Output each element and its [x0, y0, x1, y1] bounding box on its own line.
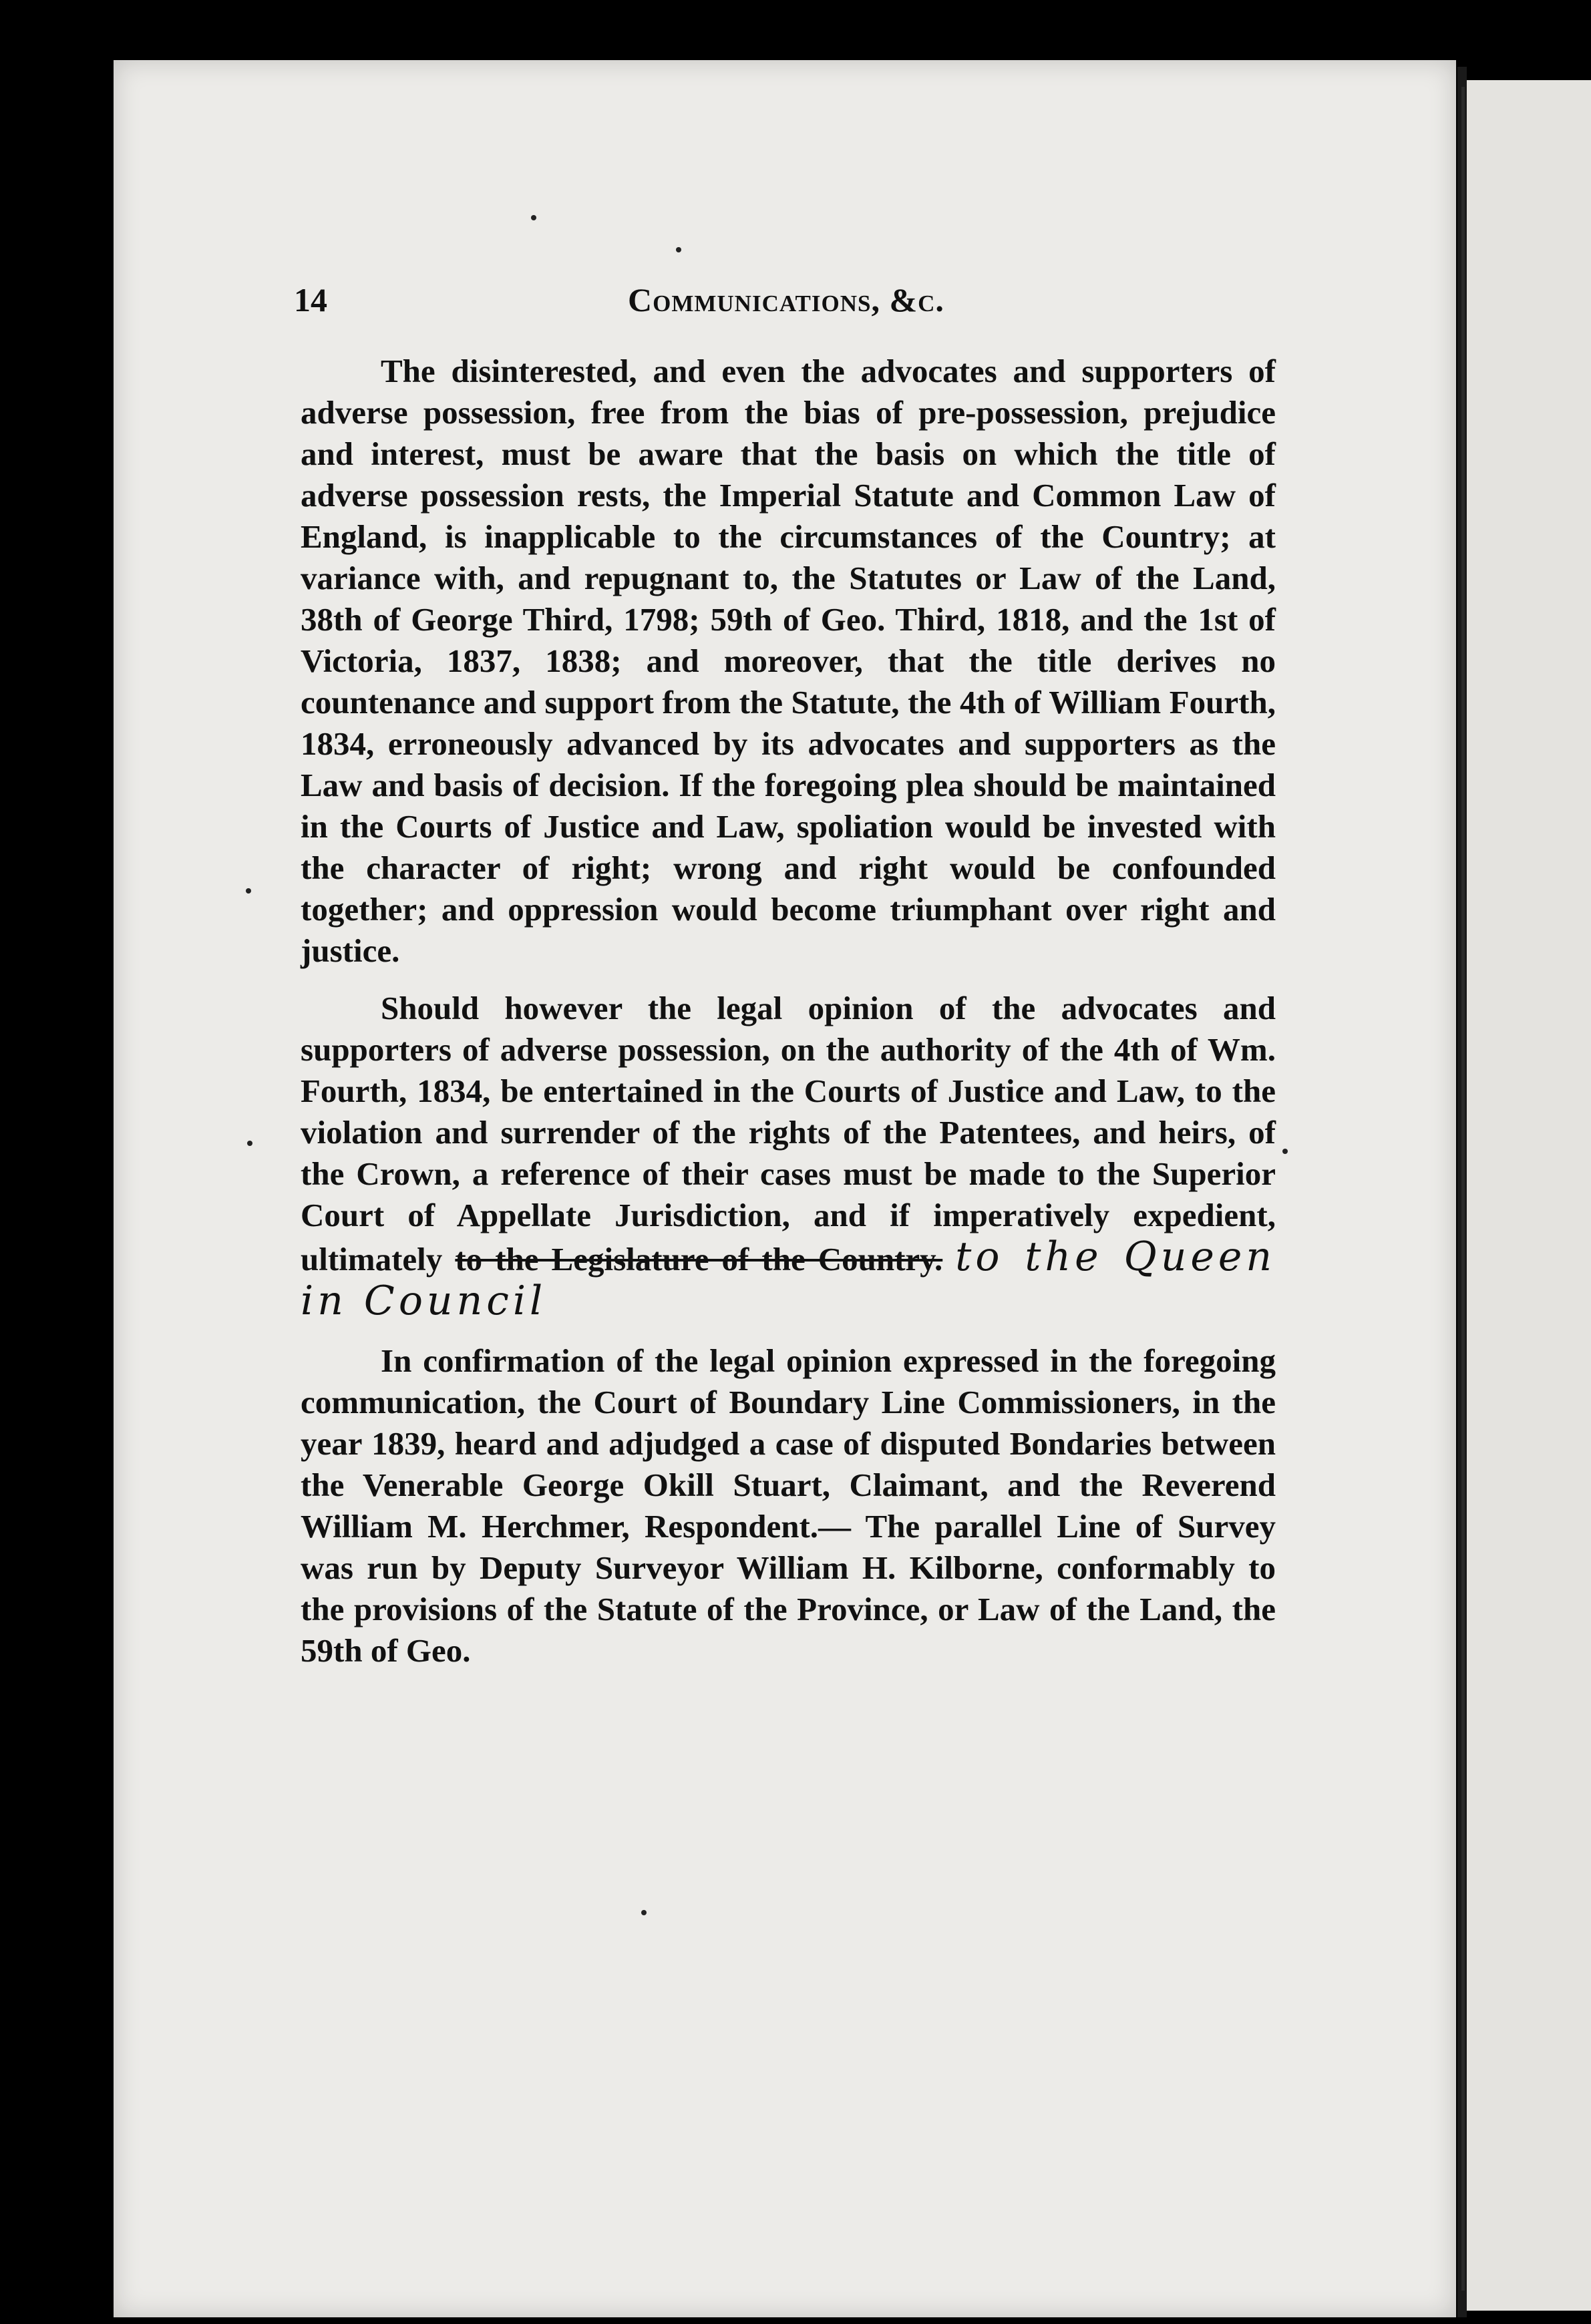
- ink-speck: [676, 247, 681, 252]
- page-number: 14: [294, 281, 327, 319]
- ink-speck: [1282, 1149, 1288, 1154]
- page-edge-rule: [1461, 87, 1465, 2291]
- paragraph-2-text: Should however the legal opinion of the advocates and supporters of adverse possession, on the authority of the 4th of Wm. Fourth, 1834, be entertained in the Courts of Justice and Law, to the violation and surrender of the rights of the Patentees, and heirs, of the Crown, a reference of their cases must be made to the Superior Court of Appellate Jurisdiction, and if imperatively expedient, ultimately: [301, 990, 1276, 1278]
- ink-speck: [247, 1141, 252, 1146]
- paragraph-1: The disinterested, and even the advocates and supporters of adverse possession, free from the bias of pre-possession, prejudice and interest, must be aware that the basis on which the title of adverse possession rests, the Imperial Statute and Common Law of England, is inapplicable to the circumstances of the Country; at variance with, and repugnant to, the Statutes or Law of the Land, 38th of George Third, 1798; 59th of Geo. Third, 1818, and the 1st of Victoria, 1837, 1838; and moreover, that the title derives no countenance and support from the Statute, the 4th of William Fourth, 1834, erroneously advanced by its advocates and supporters as the Law and basis of decision. If the foregoing plea should be maintained in the Courts of Justice and Law, spoliation would be invested with the character of right; wrong and right would be confounded together; and oppression would become triumphant over right and justice.: [301, 353, 1276, 969]
- facing-page-edge: [1463, 80, 1591, 2311]
- running-head: Communications, &c.: [628, 281, 944, 319]
- handwritten-annotation: to the Queen in Council: [301, 1233, 1276, 1324]
- struck-through-text: to the Legislature of the Country.: [455, 1241, 943, 1278]
- page-header: [294, 280, 1282, 341]
- paragraph-2: [301, 988, 1276, 1324]
- paragraph-3: In confirmation of the legal opinion expressed in the foregoing communication, the Court of Boundary Line Commissioners, in the year 1839, heard and adjudged a case of disputed Bondaries between the Venerable George Okill Stuart, Claimant, and the Reverend William M. Herchmer, Respondent.— The parallel Line of Survey was run by Deputy Surveyor William H. Kilborne, conformably to the provisions of the Statute of the Province, or Law of the Land, the 59th of Geo.: [301, 1342, 1276, 1669]
- ink-speck: [531, 215, 536, 220]
- body-text: [301, 351, 1276, 1672]
- ink-speck: [641, 1910, 647, 1915]
- ink-speck: [246, 888, 251, 894]
